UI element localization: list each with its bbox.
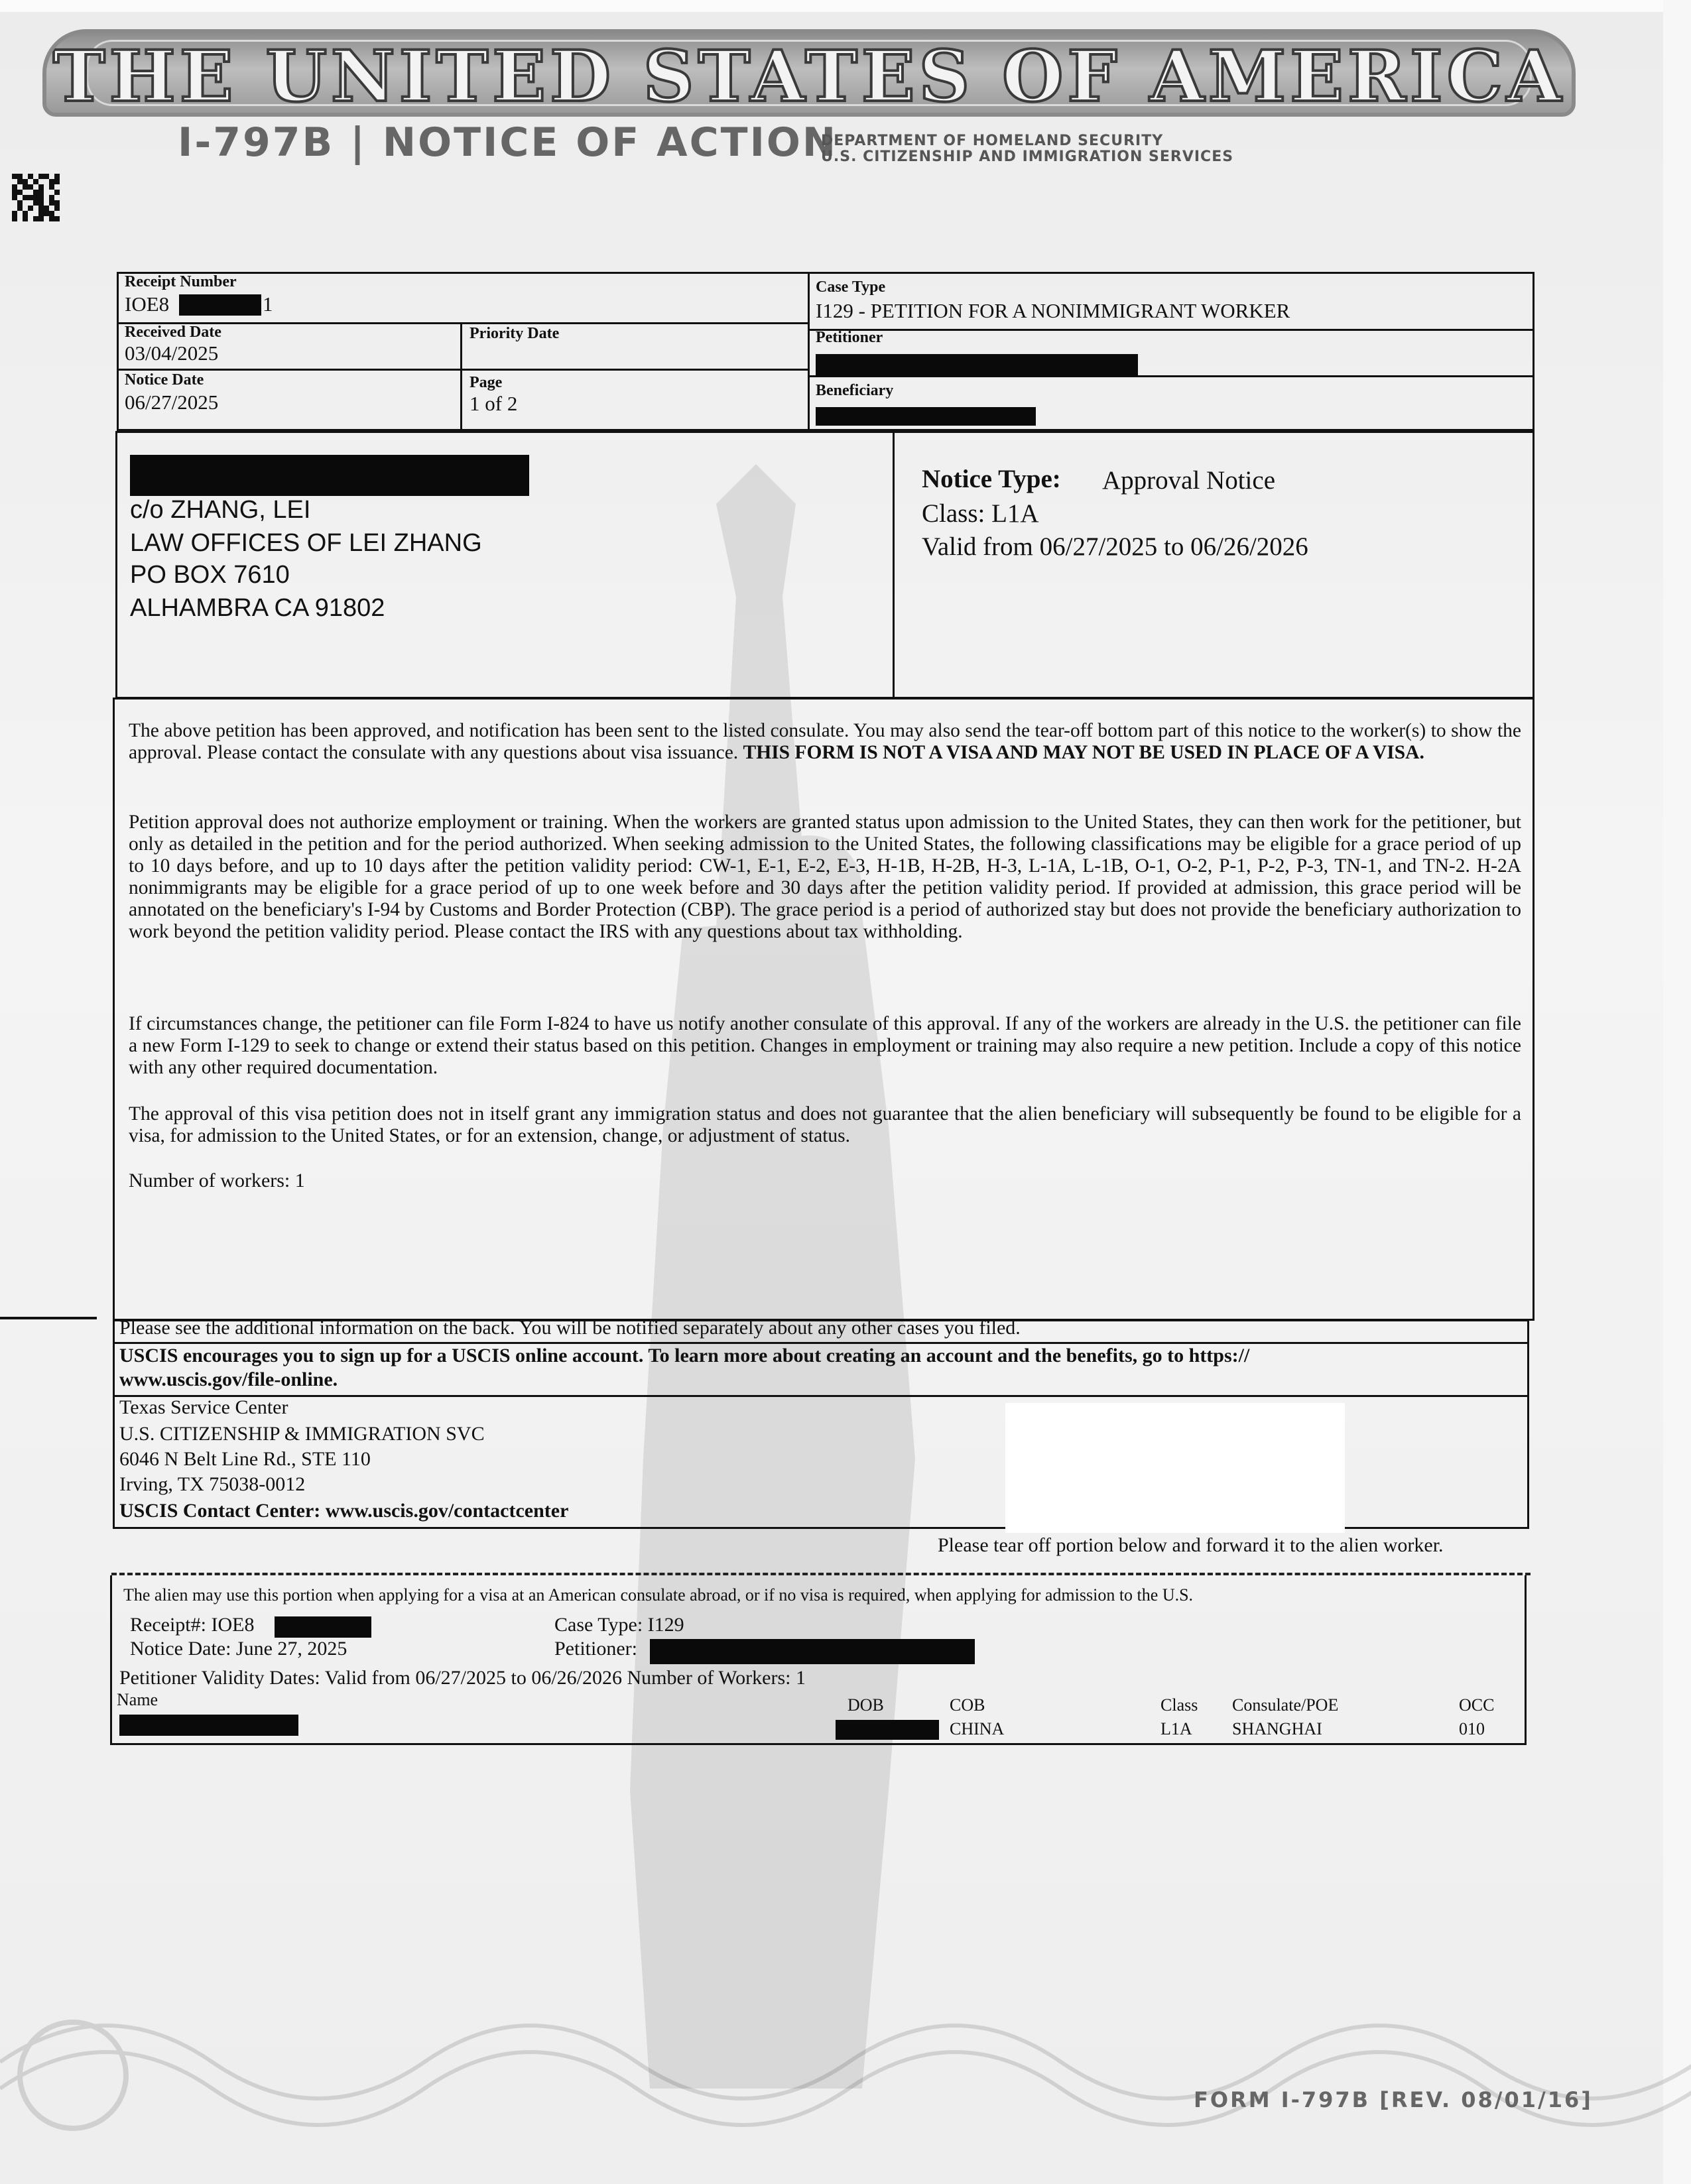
notice-class: Class: L1A (922, 499, 1039, 528)
notice-type-value: Approval Notice (1102, 466, 1276, 495)
box-divider (893, 431, 895, 699)
received-date-value: 03/04/2025 (125, 341, 219, 365)
paragraph-employment: Petition approval does not authorize employment or training. When the workers are granted status upon admission to the United States, they can then work for the petitioner, but only as detailed in the petition and for the period authorized. When seeking admission to the United States, the following classifications may be eligible for a grace period of up to 10 days before, and up to 10 days after the petition validity period: CW-1, E-1, E-2, E-3, H-1B, H-2B, H-3, L-1A, L-1B, O-1, O-2, P-1, P-2, P-3, TN-1, and TN-2. H-2A nonimmigrants may be eligible for a grace period of up to one week before and 30 days after the petition validity period. If provided at admission, this grace period will be annotated on the beneficiary's I-94 by Customs and Border Protection (CBP). The grace period is a period of authorized stay but does not provide the beneficiary authorization to work beyond the petition validity period. Please contact the IRS with any questions about tax withholding. (129, 812, 1521, 942)
receipt-number-prefix: IOE8 (125, 292, 170, 316)
form-number: I-797B (178, 119, 335, 166)
service-center-line-4: Irving, TX 75038-0012 (119, 1473, 306, 1495)
receipt-number-suffix: 1 (263, 292, 273, 316)
notice-date-value: 06/27/2025 (125, 391, 219, 414)
redaction-bar (275, 1616, 371, 1638)
slip-consulate-label: Consulate/POE (1232, 1695, 1339, 1715)
number-of-workers: Number of workers: 1 (129, 1170, 305, 1191)
row-divider (113, 1342, 1529, 1344)
body-text-box (113, 698, 1534, 1321)
slip-dob-label: DOB (847, 1695, 884, 1715)
barcode-icon (12, 174, 60, 221)
petitioner-label: Petitioner (816, 329, 883, 346)
redaction-bar (816, 354, 1138, 377)
redaction-bar (130, 455, 529, 496)
form-heading (178, 119, 838, 166)
page-label: Page (470, 374, 503, 391)
margin-mark (0, 1317, 97, 1319)
redaction-bar (119, 1715, 298, 1736)
slip-class-label: Class (1160, 1695, 1198, 1715)
slip-case-type: Case Type: I129 (554, 1614, 684, 1636)
tear-off-instruction: Please tear off portion below and forward it to the alien worker. (938, 1534, 1444, 1556)
priority-date-label: Priority Date (470, 325, 560, 342)
service-center-line-3: 6046 N Belt Line Rd., STE 110 (119, 1448, 371, 1470)
guilloche-pattern (0, 1963, 1691, 2161)
slip-receipt-label: Receipt#: IOE8 (130, 1614, 255, 1636)
slip-occ-value: 010 (1459, 1719, 1485, 1738)
table-divider (460, 324, 462, 431)
scan-right-edge (1663, 0, 1691, 2184)
notice-date-label: Notice Date (125, 371, 204, 389)
case-type-value: I129 - PETITION FOR A NONIMMIGRANT WORKER (816, 299, 1290, 322)
online-account-link[interactable]: www.uscis.gov/file-online. (119, 1368, 338, 1390)
department-line-2: U.S. CITIZENSHIP AND IMMIGRATION SERVICES (821, 149, 1234, 165)
address-line-4: ALHAMBRA CA 91802 (130, 594, 385, 622)
case-type-label: Case Type (816, 278, 886, 296)
slip-validity: Petitioner Validity Dates: Valid from 06/27/2025 to 06/26/2026 Number of Workers: 1 (119, 1667, 806, 1689)
slip-petitioner-label: Petitioner: (554, 1638, 637, 1660)
redaction-bar (836, 1720, 939, 1740)
receipt-number-label: Receipt Number (125, 273, 237, 290)
paragraph-circumstances: If circumstances change, the petitioner can file Form I-824 to have us notify another consulate of this approval. If any of the workers are already in the U.S. the petitioner can file a new Form I-129 to seek to change or extend their status based on this petition. Changes in employment or training may also require a new petition. Include a copy of this notice with any other required documentation. (129, 1013, 1521, 1078)
address-line-1: c/o ZHANG, LEI (130, 496, 311, 524)
slip-notice-date: Notice Date: June 27, 2025 (130, 1638, 347, 1660)
tear-off-intro: The alien may use this portion when applying for a visa at an American consulate abroad, or if no visa is required, when applying for admission to the U.S. (123, 1585, 1194, 1605)
form-title: NOTICE OF ACTION (382, 119, 838, 166)
row-divider (113, 1395, 1529, 1397)
redaction-bar (650, 1639, 975, 1664)
slip-cob-label: COB (950, 1695, 985, 1715)
paragraph-approval-text: The above petition has been approved, and notification has been sent to the listed consulate. You may also send the tear-off bottom part of this notice to the worker(s) to show the approval. Please contact the consulate with any questions about visa issuance. (129, 720, 1521, 763)
redaction-bar (816, 407, 1036, 426)
heading-separator: | (350, 119, 383, 166)
paragraph-approval (129, 720, 1521, 764)
page-value: 1 of 2 (470, 392, 518, 415)
table-divider (808, 272, 810, 431)
additional-info-text: Please see the additional information on the back. You will be notified separately about any other cases you filed. (119, 1317, 1021, 1339)
slip-consulate-value: SHANGHAI (1232, 1719, 1322, 1738)
paragraph-no-status: The approval of this visa petition does not in itself grant any immigration status and does not guarantee that the alien beneficiary will subsequently be found to be eligible for a visa, for admission to the United States, or for an extension, change, or adjustment of status. (129, 1103, 1521, 1146)
contact-center-link[interactable]: USCIS Contact Center: www.uscis.gov/contactcenter (119, 1500, 569, 1522)
table-divider (808, 329, 1534, 331)
header-banner (42, 29, 1576, 117)
notice-validity: Valid from 06/27/2025 to 06/26/2026 (922, 532, 1308, 561)
redaction-bar (179, 294, 261, 316)
address-line-3: PO BOX 7610 (130, 561, 290, 589)
service-center-line-1: Texas Service Center (119, 1396, 288, 1418)
slip-cob-value: CHINA (950, 1719, 1005, 1738)
beneficiary-label: Beneficiary (816, 382, 894, 399)
form-revision: FORM I-797B [REV. 08/01/16] (1194, 2087, 1593, 2112)
notice-type-label: Notice Type: (922, 465, 1061, 493)
scan-top-edge (0, 0, 1691, 12)
address-line-2: LAW OFFICES OF LEI ZHANG (130, 529, 482, 557)
online-account-text-line-1: USCIS encourages you to sign up for a USCIS online account. To learn more about creating an account and the benefits, go to https:// (119, 1345, 1250, 1366)
not-a-visa-warning: THIS FORM IS NOT A VISA AND MAY NOT BE USED IN PLACE OF A VISA. (743, 742, 1424, 763)
slip-occ-label: OCC (1459, 1695, 1495, 1715)
table-divider (117, 369, 808, 371)
department-line-1: DEPARTMENT OF HOMELAND SECURITY (821, 133, 1164, 149)
slip-class-value: L1A (1160, 1719, 1192, 1738)
received-date-label: Received Date (125, 324, 221, 341)
banner-title: THE UNITED STATES OF AMERICA (52, 34, 1566, 117)
whiteout-patch (1005, 1403, 1345, 1533)
service-center-line-2: U.S. CITIZENSHIP & IMMIGRATION SVC (119, 1423, 485, 1445)
slip-name-label: Name (117, 1690, 158, 1709)
